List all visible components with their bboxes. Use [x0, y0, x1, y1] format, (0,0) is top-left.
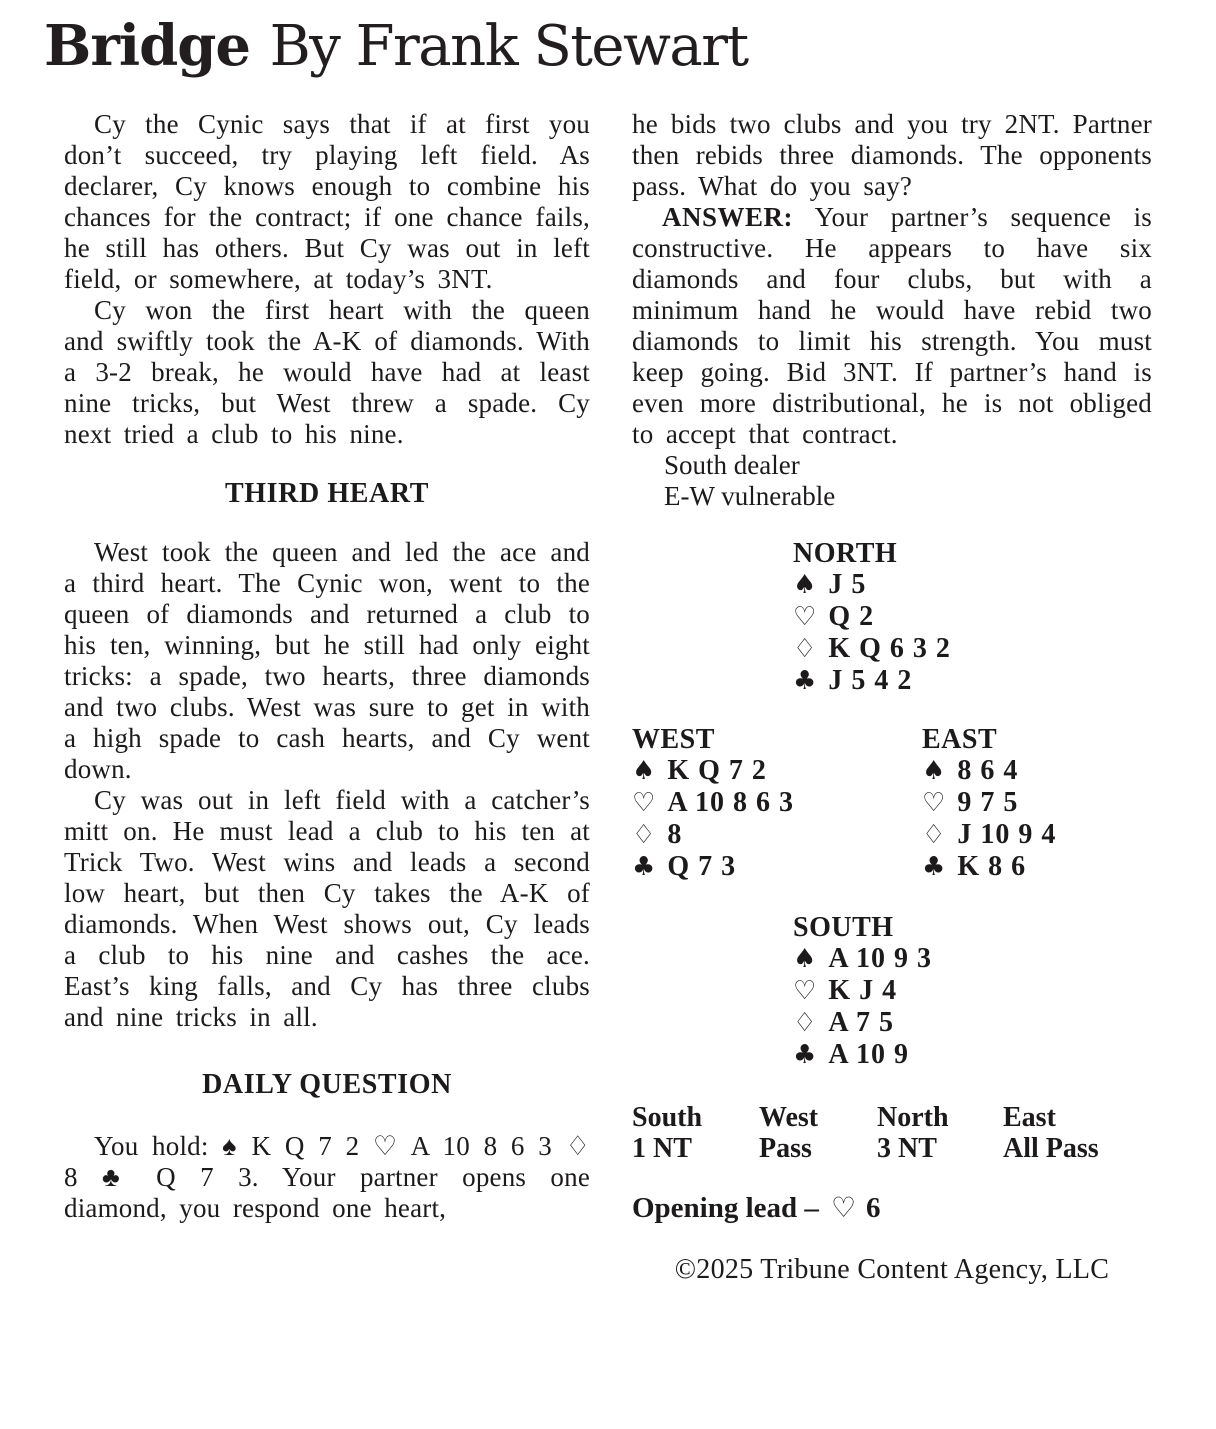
opening-lead-label: Opening lead – — [632, 1192, 819, 1224]
bid-south: 1 NT — [632, 1133, 692, 1164]
story-paragraph-3: West took the queen and led the ace and a third heart. The Cynic won, went to the queen of diamonds and returned a club to his ten, winning, but he still had only eight tricks: a spade, two hearts, three diamonds and two clubs. West was sure to get in with a high spade to cash hearts, and Cy went down. — [64, 537, 590, 784]
bid-east: All Pass — [1003, 1133, 1099, 1164]
south-clubs-row — [793, 1039, 1152, 1071]
west-east-row — [632, 724, 1152, 883]
column-title-name: Bridge — [44, 13, 251, 79]
section-heading-daily-question: DAILY QUESTION — [202, 1069, 452, 1100]
north-clubs-row — [793, 665, 1152, 697]
spade-icon: ♠ — [632, 756, 656, 786]
west-spades-row — [632, 755, 922, 787]
heart-icon: ♡ — [922, 788, 946, 818]
diamond-icon: ♢ — [922, 820, 946, 850]
club-icon: ♣ — [793, 666, 817, 696]
heart-icon: ♡ — [793, 976, 817, 1006]
east-diamonds-row — [922, 819, 1056, 851]
east-spades-cards: 8 6 4 — [957, 755, 1019, 786]
bid-north: 3 NT — [877, 1133, 937, 1164]
vulnerable-line: E-W vulnerable — [664, 481, 836, 511]
east-hand-label: EAST — [922, 724, 998, 755]
dealer-line: South dealer — [664, 450, 800, 480]
copyright-line: ©2025 Tribune Content Agency, LLC — [674, 1254, 1110, 1285]
north-hearts-cards: Q 2 — [828, 601, 875, 632]
north-hand — [793, 538, 1152, 697]
column-title — [44, 14, 1152, 79]
west-clubs-cards: Q 7 3 — [667, 851, 737, 882]
west-diamonds-row — [632, 819, 922, 851]
diamond-icon: ♢ — [793, 1008, 817, 1038]
bid-west: Pass — [759, 1133, 812, 1164]
opening-lead-card: 6 — [866, 1192, 881, 1224]
south-diamonds-row — [793, 1007, 1152, 1039]
article-columns — [64, 109, 1152, 1285]
west-hearts-row — [632, 787, 922, 819]
south-hand-label: SOUTH — [793, 912, 894, 943]
bidding-seat-east: East — [1003, 1102, 1056, 1133]
north-diamonds-row — [793, 633, 1152, 665]
heart-icon: ♡ — [632, 788, 656, 818]
continuation-paragraph: he bids two clubs and you try 2NT. Partner then rebids three diamonds. The opponents pass. What do you say? — [632, 109, 1152, 201]
bidding-table — [632, 1102, 1152, 1164]
answer-paragraph — [632, 202, 1152, 450]
south-spades-cards: A 10 9 3 — [828, 943, 932, 974]
east-hand — [922, 724, 1056, 883]
heart-icon: ♡ — [793, 602, 817, 632]
west-hand — [632, 724, 922, 883]
heart-icon: ♡ — [830, 1191, 857, 1224]
south-clubs-cards: A 10 9 — [828, 1039, 909, 1070]
bidding-seat-west: West — [759, 1102, 819, 1133]
east-hearts-row — [922, 787, 1056, 819]
club-icon: ♣ — [793, 1040, 817, 1070]
spade-icon: ♠ — [793, 570, 817, 600]
section-heading-third-heart: THIRD HEART — [225, 478, 429, 509]
south-hearts-cards: K J 4 — [828, 975, 898, 1006]
column-title-byline: By Frank Stewart — [269, 14, 748, 79]
bidding-seat-south: South — [632, 1102, 703, 1133]
east-clubs-row — [922, 851, 1056, 883]
diamond-icon: ♢ — [793, 634, 817, 664]
west-diamonds-cards: 8 — [667, 819, 683, 850]
south-diamonds-cards: A 7 5 — [828, 1007, 894, 1038]
deal-diagram — [632, 538, 1152, 1071]
daily-question-paragraph: You hold: ♠ K Q 7 2 ♡ A 10 8 6 3 ♢ 8 ♣ Q 7 3. Your partner opens one diamond, you respond one heart, — [64, 1131, 590, 1223]
east-hearts-cards: 9 7 5 — [957, 787, 1019, 818]
east-spades-row — [922, 755, 1056, 787]
west-clubs-row — [632, 851, 922, 883]
left-column — [64, 109, 590, 1285]
west-hearts-cards: A 10 8 6 3 — [667, 787, 794, 818]
north-diamonds-cards: K Q 6 3 2 — [828, 633, 951, 664]
club-icon: ♣ — [922, 852, 946, 882]
spade-icon: ♠ — [793, 944, 817, 974]
answer-text: Your partner’s sequence is constructive. He appears to have six diamonds and four clubs, but with a minimum hand he would have rebid two diamonds to limit his strength. You must keep going. Bid 3NT. If partner’s hand is even more distributional, he is not obliged to accept that contract. — [632, 202, 1152, 449]
south-hand — [793, 912, 1152, 1071]
north-hearts-row — [793, 601, 1152, 633]
opening-lead-line — [632, 1192, 1152, 1224]
club-icon: ♣ — [632, 852, 656, 882]
story-paragraph-1: Cy the Cynic says that if at first you don’t succeed, try playing left field. As declarer, Cy knows enough to combine his chances for the contract; if one chance fails, he still has others. But Cy was out in left field, or somewhere, at today’s 3NT. — [64, 109, 590, 294]
story-paragraph-2: Cy won the first heart with the queen and swiftly took the A-K of diamonds. With a 3-2 break, he would have had at least nine tricks, but West threw a spade. Cy next tried a club to his nine. — [64, 295, 590, 449]
answer-label: ANSWER: — [662, 202, 794, 232]
north-clubs-cards: J 5 4 2 — [828, 665, 913, 696]
right-column — [632, 109, 1152, 1285]
story-paragraph-4: Cy was out in left field with a catcher’s mitt on. He must lead a club to his ten at Trick Two. West wins and leads a second low heart, but then Cy takes the A-K of diamonds. When West shows out, Cy leads a club to his nine and cashes the ace. East’s king falls, and Cy has three clubs and nine tricks in all. — [64, 785, 590, 1032]
south-hearts-row — [793, 975, 1152, 1007]
spade-icon: ♠ — [922, 756, 946, 786]
west-spades-cards: K Q 7 2 — [667, 755, 767, 786]
diamond-icon: ♢ — [632, 820, 656, 850]
north-hand-label: NORTH — [793, 538, 898, 569]
bidding-seat-north: North — [877, 1102, 949, 1133]
north-spades-cards: J 5 — [828, 569, 867, 600]
west-hand-label: WEST — [632, 724, 715, 755]
north-spades-row — [793, 569, 1152, 601]
masthead — [44, 14, 1152, 79]
east-diamonds-cards: J 10 9 4 — [957, 819, 1057, 850]
south-spades-row — [793, 943, 1152, 975]
east-clubs-cards: K 8 6 — [957, 851, 1027, 882]
